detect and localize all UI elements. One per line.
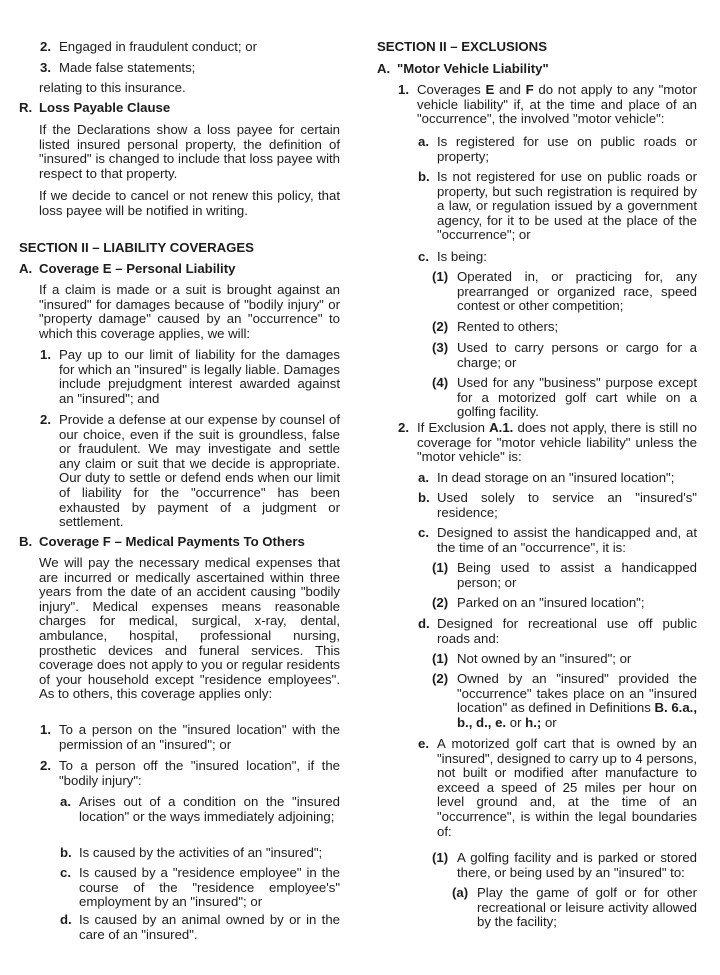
- subitem-label: a.: [418, 134, 429, 149]
- list-subitem: Is not registered for use on public roads or property, but such registration is required by a law, or regulation issued by a government agency, for it to be used at the place of the "occurrence"; or: [437, 169, 697, 243]
- text: If Exclusion: [417, 420, 490, 435]
- item-label: 2.: [40, 412, 51, 427]
- list-subitem: Is caused by a "residence employee" in the course of the "residence employee's" employment by an "insured"; or: [79, 865, 340, 910]
- relating-text: relating to this insurance.: [39, 80, 186, 95]
- subsub-label: (1): [432, 850, 449, 865]
- definition-ref: B. 6.a., b., d., e.: [457, 700, 697, 730]
- subitem-label: a.: [60, 794, 71, 809]
- item-label: 1.: [40, 347, 51, 362]
- item-label: 3.: [40, 60, 51, 75]
- paragraph: We will pay the necessary medical expenses that are incurred or medically ascertained within three years from the date of an accident causing "bodily injury". Medical expenses means reasonable charges for medical, surgical, x-ray, dental, ambulance, hospital, professional nursing, prosthetic devices and funeral services. This coverage does not apply to you or regular residents of your household except "residence employees". As to others, this coverage applies only:: [39, 555, 340, 702]
- list-subitem: Designed for recreational use off public roads and:: [437, 616, 697, 646]
- paragraph: If a claim is made or a suit is brought against an "insured" for damages because of "bodily injury" or "property damage" caused by an "occurrence" to which this coverage applies, we will:: [39, 282, 340, 341]
- list-item: Engaged in fraudulent conduct; or: [59, 39, 257, 54]
- subitem-label: c.: [418, 525, 429, 540]
- list-subitem: Used solely to service an "insured's" residence;: [437, 490, 697, 520]
- subitem-label: c.: [418, 249, 429, 264]
- subitem-label: e.: [418, 736, 429, 751]
- item-label: 1.: [398, 82, 409, 97]
- item-label: 2.: [40, 758, 51, 773]
- section-title: Coverage F – Medical Payments To Others: [39, 534, 305, 549]
- section-title: Coverage E – Personal Liability: [39, 261, 236, 276]
- section-heading: SECTION II – LIABILITY COVERAGES: [19, 240, 254, 255]
- subsub-label: (4): [432, 375, 449, 390]
- list-subsubitem: Being used to assist a handicapped person; or: [457, 560, 697, 590]
- section-label: A.: [19, 261, 33, 276]
- list-subitem: Is being:: [437, 249, 487, 264]
- list-subitem: Is caused by the activities of an "insured";: [79, 845, 323, 860]
- list-subsubsubitem: Play the game of golf or for other recreational or leisure activity allowed by the facility;: [477, 885, 697, 930]
- section-label: A.: [377, 61, 391, 76]
- list-item: Pay up to our limit of liability for the damages for which an "insured" is legally liable. Damages include prejudgment interest awarded against an "insured"; and: [59, 347, 340, 406]
- coverage-ref: E: [485, 82, 495, 97]
- subsub-label: (1): [432, 269, 449, 284]
- section-title: Loss Payable Clause: [39, 100, 171, 115]
- text: or: [541, 714, 557, 730]
- subitem-label: c.: [60, 865, 71, 880]
- list-subitem: Designed to assist the handicapped and, at the time of an "occurrence", it is:: [437, 525, 697, 555]
- subsubsub-label: (a): [452, 885, 469, 900]
- subitem-label: b.: [418, 169, 430, 184]
- text: Owned by an "insured" provided the "occurrence" takes place on an "insured location" as defined in Definitions: [457, 671, 697, 716]
- subsub-label: (2): [432, 595, 449, 610]
- subitem-label: d.: [418, 616, 430, 631]
- list-item: [417, 421, 697, 465]
- list-subsubitem: Used to carry persons or cargo for a charge; or: [457, 340, 697, 370]
- list-subitem: Is caused by an animal owned by or in the care of an "insured".: [79, 912, 340, 942]
- item-label: 1.: [40, 722, 51, 737]
- list-subsubitem: Rented to others;: [457, 319, 559, 334]
- subsub-label: (2): [432, 671, 449, 686]
- item-label: 2.: [398, 420, 409, 435]
- list-subitem: In dead storage on an "insured location";: [437, 470, 675, 485]
- subsub-label: (2): [432, 319, 449, 334]
- subitem-label: b.: [60, 845, 72, 860]
- text: Coverages: [417, 82, 486, 97]
- list-subsubitem: [457, 672, 697, 730]
- list-item: Made false statements;: [59, 60, 196, 75]
- list-subsubitem: Used for any "business" purpose except for a motorized golf cart while on a golfing facility.: [457, 375, 697, 420]
- paragraph: If we decide to cancel or not renew this policy, that loss payee will be notified in writing.: [39, 188, 340, 218]
- list-item: Provide a defense at our expense by counsel of our choice, even if the suit is groundless, false or fraudulent. We may investigate and settle any claim or suit that we decide is appropriate. Our duty to settle or defend ends when our limit of liability for the "occurrence" has been exhausted by payment of a judgment or settlement.: [59, 412, 340, 530]
- list-subitem: Is registered for use on public roads or property;: [437, 134, 697, 164]
- list-item: To a person on the "insured location" with the permission of an "insured"; or: [59, 722, 340, 752]
- list-item: To a person off the "insured location", if the "bodily injury":: [59, 758, 340, 788]
- section-label: R.: [19, 100, 33, 115]
- paragraph: If the Declarations show a loss payee for certain listed insured personal property, the definition of "insured" is changed to include that loss payee with respect to that property.: [39, 122, 340, 181]
- list-subsubitem: Not owned by an "insured"; or: [457, 651, 632, 666]
- section-heading: SECTION II – EXCLUSIONS: [377, 39, 548, 54]
- item-label: 2.: [40, 39, 51, 54]
- list-subsubitem: Operated in, or practicing for, any prearranged or organized race, speed contest or other competition;: [457, 269, 697, 314]
- text: does not apply, there is still no coverage for "motor vehicle liability" unless the "motor vehicle" is:: [417, 420, 697, 465]
- section-label: B.: [19, 534, 33, 549]
- text: or: [506, 714, 526, 730]
- coverage-ref: F: [525, 82, 534, 97]
- list-subsubitem: Parked on an "insured location";: [457, 595, 645, 610]
- text: do not apply to any "motor vehicle liability" if, at the time and place of an "occurrence", the involved "motor vehicle":: [417, 82, 697, 127]
- subitem-label: d.: [60, 912, 72, 927]
- exclusion-ref: A.1.: [489, 420, 514, 435]
- subsub-label: (1): [432, 651, 449, 666]
- definition-ref: h.;: [525, 714, 542, 730]
- list-item: [417, 83, 697, 127]
- list-subitem: A motorized golf cart that is owned by an "insured", designed to carry up to 4 persons, not built or modified after manufacture to exceed a speed of 25 miles per hour on level ground and, at the time of an "occurrence", is within the legal boundaries of:: [437, 736, 697, 839]
- subsub-label: (1): [432, 560, 449, 575]
- subitem-label: b.: [418, 490, 430, 505]
- list-subitem: Arises out of a condition on the "insured location" or the ways immediately adjoining;: [79, 794, 340, 824]
- list-subsubitem: A golfing facility and is parked or stored there, or being used by an "insured" to:: [457, 850, 697, 880]
- subitem-label: a.: [418, 470, 429, 485]
- section-title: "Motor Vehicle Liability": [397, 61, 549, 76]
- subsub-label: (3): [432, 340, 449, 355]
- text: and: [494, 82, 526, 97]
